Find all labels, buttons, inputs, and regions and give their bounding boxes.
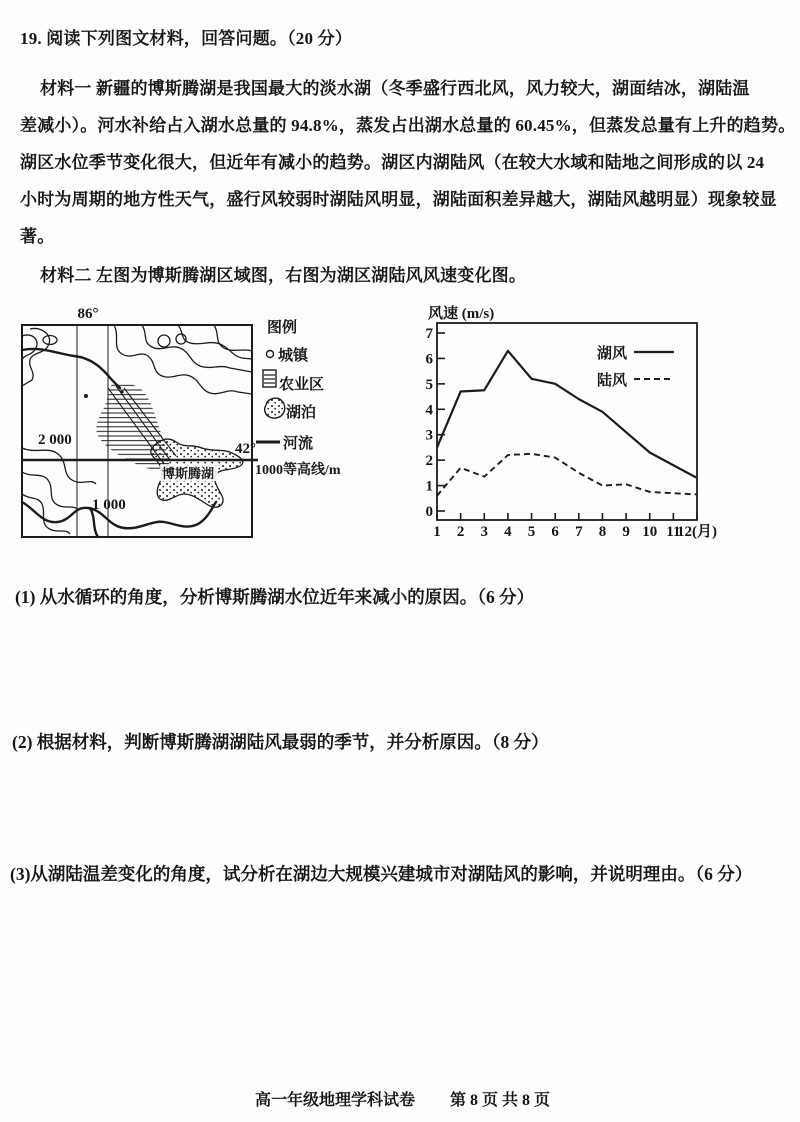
legend-item-label: 城镇 <box>278 348 309 364</box>
contour-line <box>142 325 252 372</box>
latitude-label: 42° <box>235 441 256 457</box>
x-tick-label: 3 <box>480 524 489 540</box>
legend-item-label: 湖泊 <box>286 405 317 421</box>
y-tick-label: 3 <box>425 427 433 444</box>
material1-line: 小时为周期的地方性天气，盛行风较弱时湖陆风明显，湖陆面积差异越大，湖陆风越明显）现象较显 <box>20 190 777 209</box>
contour-line <box>178 325 252 359</box>
map-legend <box>255 318 341 478</box>
contour-line <box>22 494 70 534</box>
y-tick-label: 5 <box>425 376 433 393</box>
x-tick-label: 12(月) <box>677 524 717 540</box>
y-tick-label: 1 <box>425 478 433 495</box>
contour-line <box>214 325 252 351</box>
x-tick-label: 10 <box>642 524 658 540</box>
longitude-label: 86° <box>77 306 99 322</box>
x-tick-label: 9 <box>622 524 630 540</box>
x-tick-label: 4 <box>504 524 512 540</box>
town-dot <box>120 390 123 393</box>
agriculture-icon <box>263 370 276 387</box>
series-湖风 <box>437 351 697 478</box>
wind-speed-chart <box>420 296 765 556</box>
footer-exam-title: 高一年级地理学科试卷 <box>255 1092 416 1109</box>
legend-title: 图例 <box>267 320 298 336</box>
chart-title: 风速 (m/s) <box>428 306 495 322</box>
x-tick-label: 11 <box>666 524 681 540</box>
legend-item-label: 农业区 <box>279 377 325 393</box>
question-1: (1) 从水循环的角度，分析博斯腾湖水位近年来减小的原因。（6 分） <box>15 587 535 607</box>
y-tick-label: 6 <box>425 351 433 368</box>
x-tick-label: 6 <box>551 524 559 540</box>
contour-line <box>22 448 96 484</box>
series-陆风 <box>437 454 697 496</box>
x-tick-label: 8 <box>598 524 607 540</box>
contour-line <box>22 335 37 360</box>
y-tick-label: 4 <box>425 402 433 419</box>
material1-line: 湖区水位季节变化很大，但近年有减小的趋势。湖区内湖陆风（在较大水域和陆地之间形成的以 24 <box>20 153 765 172</box>
x-tick-label: 7 <box>575 524 583 540</box>
y-tick-label: 2 <box>425 453 433 470</box>
town-icon <box>267 351 274 358</box>
contour-value-2000: 2 000 <box>38 432 72 448</box>
question-2: (2) 根据材料，判断博斯腾湖湖陆风最弱的季节，并分析原因。（8 分） <box>12 732 549 752</box>
question-3: (3)从湖陆温差变化的角度，试分析在湖边大规模兴建城市对湖陆风的影响，并说明理由。（6 分） <box>10 864 753 884</box>
contour-value-1000: 1 000 <box>92 497 126 513</box>
material1-line: 著。 <box>20 227 55 246</box>
lake-label: 博斯腾湖 <box>162 466 215 481</box>
x-tick-label: 1 <box>433 524 441 540</box>
lake-icon <box>265 398 285 418</box>
material1-line: 差减小）。河水补给占入湖水总量的 94.8%，蒸发占出湖水总量的 60.45%，但蒸发总量有上升的趋势。 <box>20 116 796 135</box>
x-tick-label: 5 <box>527 524 536 540</box>
footer-page-number: 第 8 页 共 8 页 <box>450 1092 551 1109</box>
chart-legend-label: 湖风 <box>597 346 628 362</box>
x-tick-label: 2 <box>456 524 465 540</box>
chart-legend-label: 陆风 <box>597 373 628 389</box>
question-header: 19. 阅读下列图文材料，回答问题。（20 分） <box>20 29 353 48</box>
town-dot <box>84 394 88 398</box>
contour-line <box>158 335 170 347</box>
y-tick-label: 7 <box>425 326 433 342</box>
y-tick-label: 0 <box>425 504 433 520</box>
material2-paragraph: 材料二 左图为博斯腾湖区域图，右图为湖区湖陆风风速变化图。 <box>40 266 527 285</box>
material1-line: 材料一 新疆的博斯腾湖是我国最大的淡水湖（冬季盛行西北风，风力较大，湖面结冰，湖陆温 <box>40 79 750 98</box>
legend-item-label: 1000等高线/m <box>255 463 341 478</box>
river <box>22 349 120 388</box>
legend-item-label: 河流 <box>283 436 314 452</box>
regional-map-figure <box>18 296 410 560</box>
